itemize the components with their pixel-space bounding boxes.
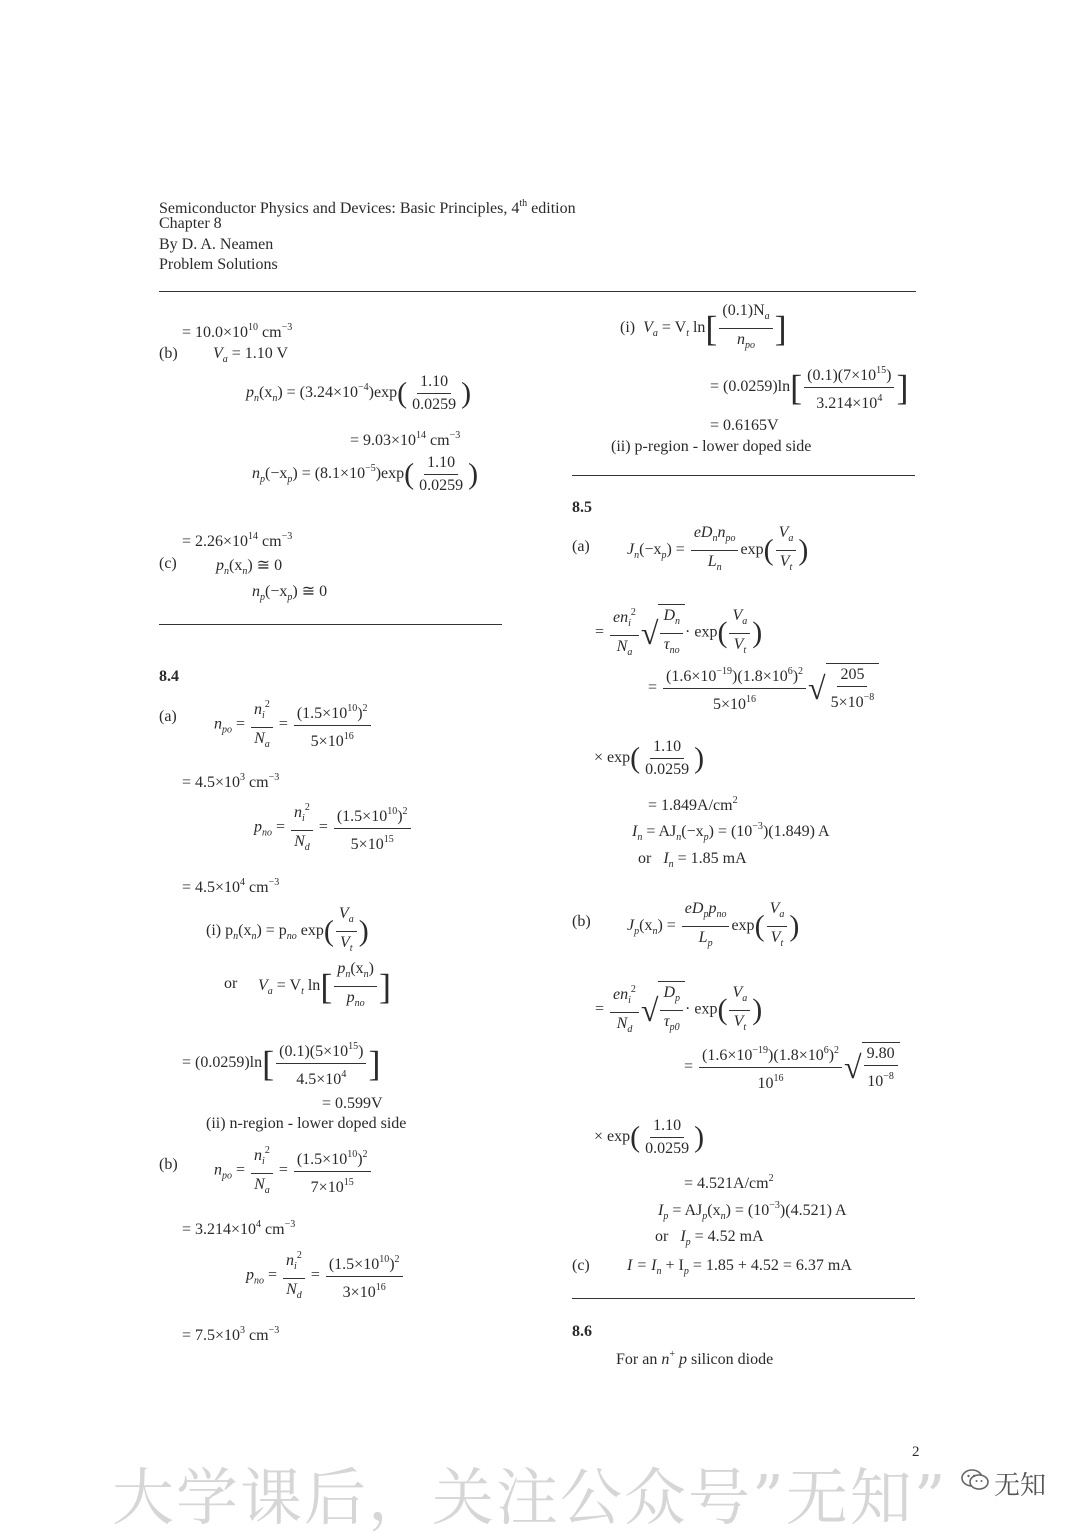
part-c-label-85: (c) [572,1257,590,1274]
eq-ip-result: or $I_p = 4.52$ mA [655,1228,764,1248]
eq-c-np: $n_p(-x_p)$ ≅ 0 [252,583,328,603]
eq-calc-va: = (0.0259)ln[ $\frac{(0.1)(5\times 10^{15})}{4.5\times 10^4}$ ] [182,1036,380,1091]
part-b-label-84: (b) [159,1156,178,1173]
eq-or-va: $V_a = V_t$ ln[ $\frac{p_n(x_n)}{p_{no}}$ ] [258,960,391,1009]
eq-i-pn-xn: (i) $p_n(x_n) = p_{no}$ exp( $\frac{V_a}{V_t}$ ) [206,905,369,954]
eq-jn-expanded: = $\frac{en_i^2}{N_a}$ √ $\frac{D_n}{\tau_{no}}$ · exp( $\frac{V_a}{V_t}$ ) [595,602,762,664]
part-b-label: (b) [159,345,178,362]
header-divider [159,291,916,292]
eq-npo-b-result: = $3.214\times 10^4$ $cm^{-3}$ [182,1219,296,1238]
eq-jn-result: = $1.849A/cm^2$ [648,795,738,814]
eq-np-xp: $n_p(-x_p) = (8.1\times 10^{-5})\exp$( $\frac{1.10}{0.0259}$ ) [252,454,479,494]
eq-10e10: = $10.0\times 10^{10}$ $cm^{-3}$ [182,322,293,341]
eq-pn-xn: $p_n(x_n) = (3.24\times 10^{-4})\exp$( $\frac{1.10}{0.0259}$ ) [246,373,472,413]
author-label: By D. A. Neamen [159,236,274,253]
eq-calc-va-right: = (0.0259)ln[ $\frac{(0.1)(7\times 10^{15})}{3.214\times 10^4}$ ] [710,360,908,415]
watermark-text: 大学课后，关注公众号”无知” [112,1461,948,1534]
eq-npo-b: $n_{po}$ = $\frac{n_i^2}{N_a}$ = $\frac{(1.5\times 10^{10})^2}{7\times 10^{15}}$ [214,1140,373,1202]
page-number: 2 [912,1444,920,1460]
divider-84b [572,475,915,476]
eq-jp-numeric: = $\frac{(1.6\times 10^{-19})(1.8\times 10^6)^2}{10^{16}}$ √ $\frac{9.80}{10^{-8}}$ [684,1040,900,1095]
ii-p-region: (ii) p-region - lower doped side [611,438,812,455]
brand-badge [960,1465,1046,1502]
problem-8-5-heading: 8.5 [572,499,592,516]
eq-total-current: $I = I_n + I_p = 1.85 + 4.52 = 6.37$ mA [627,1257,852,1277]
brand-name: 无知 [994,1471,1047,1501]
wechat-icon [960,1467,990,1500]
eq-jn: $J_n(-x_p)$ = $\frac{eD_nn_{po}}{L_n}$ exp( $\frac{V_a}{V_t}$ ) [627,524,809,573]
book-title: Semiconductor Physics and Devices: Basic Principles, 4th edition [159,198,576,217]
eq-pn-result: = $9.03\times 10^{14}$ $cm^{-3}$ [350,430,461,449]
subtitle-label: Problem Solutions [159,256,278,273]
eq-va: $V_a = 1.10$ V [213,345,289,365]
or-label: or [224,975,238,992]
eq-jn-exp: × exp( $\frac{1.10}{0.0259}$ ) [594,738,705,778]
eq-jp: $J_p(x_n)$ = $\frac{eD_pp_{no}}{L_p}$ exp( $\frac{V_a}{V_t}$ ) [627,900,800,949]
ii-n-region: (ii) n-region - lower doped side [206,1115,407,1132]
eq-in-result: or $I_n = 1.85$ mA [638,850,747,870]
problem-8-4-heading: 8.4 [159,668,179,685]
eq-jn-numeric: = $\frac{(1.6\times 10^{-19})(1.8\times 10^6)^2}{5\times 10^{16}}$ √ $\frac{205}{5\times 10^{-8}}$ [648,661,879,716]
eq-jp-result: = $4.521A/cm^2$ [684,1173,774,1192]
part-c-label: (c) [159,555,177,572]
divider-85 [572,1298,915,1299]
divider-83 [159,624,502,625]
eq-pno-a: $p_{no}$ = $\frac{n_i^2}{N_d}$ = $\frac{(1.5\times 10^{10})^2}{5\times 10^{15}}$ [254,797,413,859]
part-b-label-85: (b) [572,913,591,930]
eq-ip: $I_p = AJ_p(x_n) = (10^{-3})(4.521)$ A [658,1200,847,1222]
eq-npo-result: = $4.5\times 10^3$ $cm^{-3}$ [182,772,280,791]
eq-jp-exp: × exp( $\frac{1.10}{0.0259}$ ) [594,1117,705,1157]
eq-c-pn: $p_n(x_n)$ ≅ 0 [216,557,283,577]
eq-result-06165: = 0.6165V [710,417,779,434]
chapter-label: Chapter 8 [159,215,222,232]
eq-npo-a: $n_{po}$ = $\frac{n_i^2}{N_a}$ = $\frac{(1.5\times 10^{10})^2}{5\times 10^{16}}$ [214,694,373,756]
eq-np-result: = $2.26\times 10^{14}$ $cm^{-3}$ [182,531,293,550]
eq-in: $I_n = AJ_n(-x_p) = (10^{-3})(1.849)$ A [632,821,830,843]
problem-8-6-heading: 8.6 [572,1323,592,1340]
eq-jp-expanded: = $\frac{en_i^2}{N_d}$ √ $\frac{D_p}{\tau_{p0}}$ · exp( $\frac{V_a}{V_t}$ ) [595,979,762,1041]
eq-pno-b: $p_{no}$ = $\frac{n_i^2}{N_d}$ = $\frac{(1.5\times 10^{10})^2}{3\times 10^{16}}$ [246,1245,405,1307]
p86-text: For an n+ p silicon diode [616,1349,774,1368]
eq-i-va-right: (i) $V_a = V_t$ ln[ $\frac{(0.1)N_a}{n_{po}}$ ] [620,302,787,351]
eq-pno-b-result: = $7.5\times 10^3$ $cm^{-3}$ [182,1325,280,1344]
eq-pno-result: = $4.5\times 10^4$ $cm^{-3}$ [182,877,280,896]
part-a-label-85: (a) [572,538,590,555]
part-a-label: (a) [159,708,177,725]
eq-result-0599: = 0.599V [322,1095,383,1112]
